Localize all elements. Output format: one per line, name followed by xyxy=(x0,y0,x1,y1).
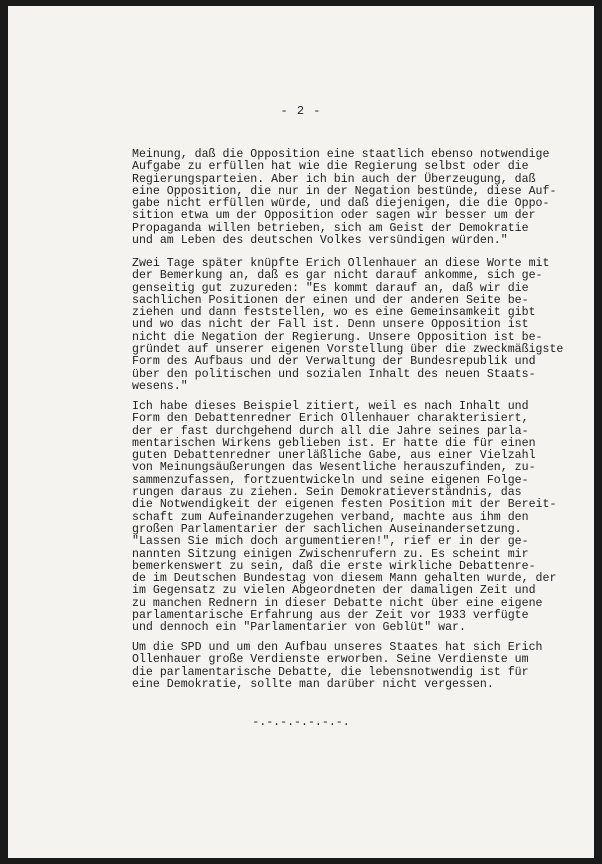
closing-mark: -.-.-.-.-.-.-. xyxy=(252,716,350,729)
paragraph-2: Zwei Tage später knüpfte Erich Ollenhauer an diese Worte mit der Bemerkung an, daß es gar nicht darauf ankomme, sich ge- genseitig gut zuzureden: "Es kommt darauf an, daß wir die sachlichen Positionen der einen und der anderen Seite be- ziehen und dann feststellen, wo es eine Gemeinsamkeit gibt und wo das nicht der Fall ist. Denn unsere Opposition ist nicht die Negation der Regierung. Unsere Opposition ist be- gründet auf unserer eigenen Vorstellung über die zweckmäßigste Form des Aufbaus und der Verwaltung der Bundesrepublik und über den politischen und sozialen Inhalt des neuen Staats- wesens." xyxy=(132,257,564,393)
paragraph-4: Um die SPD und um den Aufbau unseres Staates hat sich Erich Ollenhauer große Verdienste erworben. Seine Verdienste um die parlamentarische Debatte, die lebensnotwendig ist für eine Demokratie, sollte man darüber nicht vergessen. xyxy=(132,641,543,691)
page-number: - 2 - xyxy=(280,104,322,118)
paragraph-3: Ich habe dieses Beispiel zitiert, weil es nach Inhalt und Form den Debattenredner Erich Ollenhauer charakterisiert, der er fast durchgehend durch all die Jahre seines parla- mentarischen Wirkens geblieben ist. Er hatte die für einen guten Debattenredner unerläßliche Gabe, aus einer Vielzahl von Meinungsäußerungen das Wesentliche herauszufinden, zu- sammenzufassen, fortzuentwickeln und seine eigenen Folge- rungen daraus zu ziehen. Sein Demokratieverständnis, das die Notwendigkeit der eigenen festen Position mit der Bereit- schaft zum Aufeinanderzugehen verband, machte aus ihm den großen Parlamentarier der sachlichen Auseinandersetzung. "Lassen Sie mich doch argumentieren!", rief er in der ge- nannten Sitzung einigen Zwischenrufern zu. Es scheint mir bemerkenswert zu sein, daß die erste wirkliche Debattenre- de im Deutschen Bundestag von diesem Mann gehalten wurde, der im Gegensatz zu vielen Abgeordneten der damaligen Zeit und zu manchen Rednern in dieser Debatte nicht über eine eigene parlamentarische Erfahrung aus der Zeit vor 1933 verfügte und dennoch ein "Parlamentarier von Geblüt" war. xyxy=(132,400,557,635)
paragraph-1: Meinung, daß die Opposition eine staatlich ebenso notwendige Aufgabe zu erfüllen hat wie die Regierung selbst oder die Regierungsparteien. Aber ich bin auch der Überzeugung, daß eine Opposition, die nur in der Negation bestünde, diese Auf- gabe nicht erfüllen würde, und daß diejenigen, die die Oppo- sition etwa um der Opposition oder sagen wir besser um der Propaganda willen betrieben, sich am Geist der Demokratie und am Leben des deutschen Volkes versündigen würden." xyxy=(132,148,557,248)
document-page xyxy=(8,6,594,858)
